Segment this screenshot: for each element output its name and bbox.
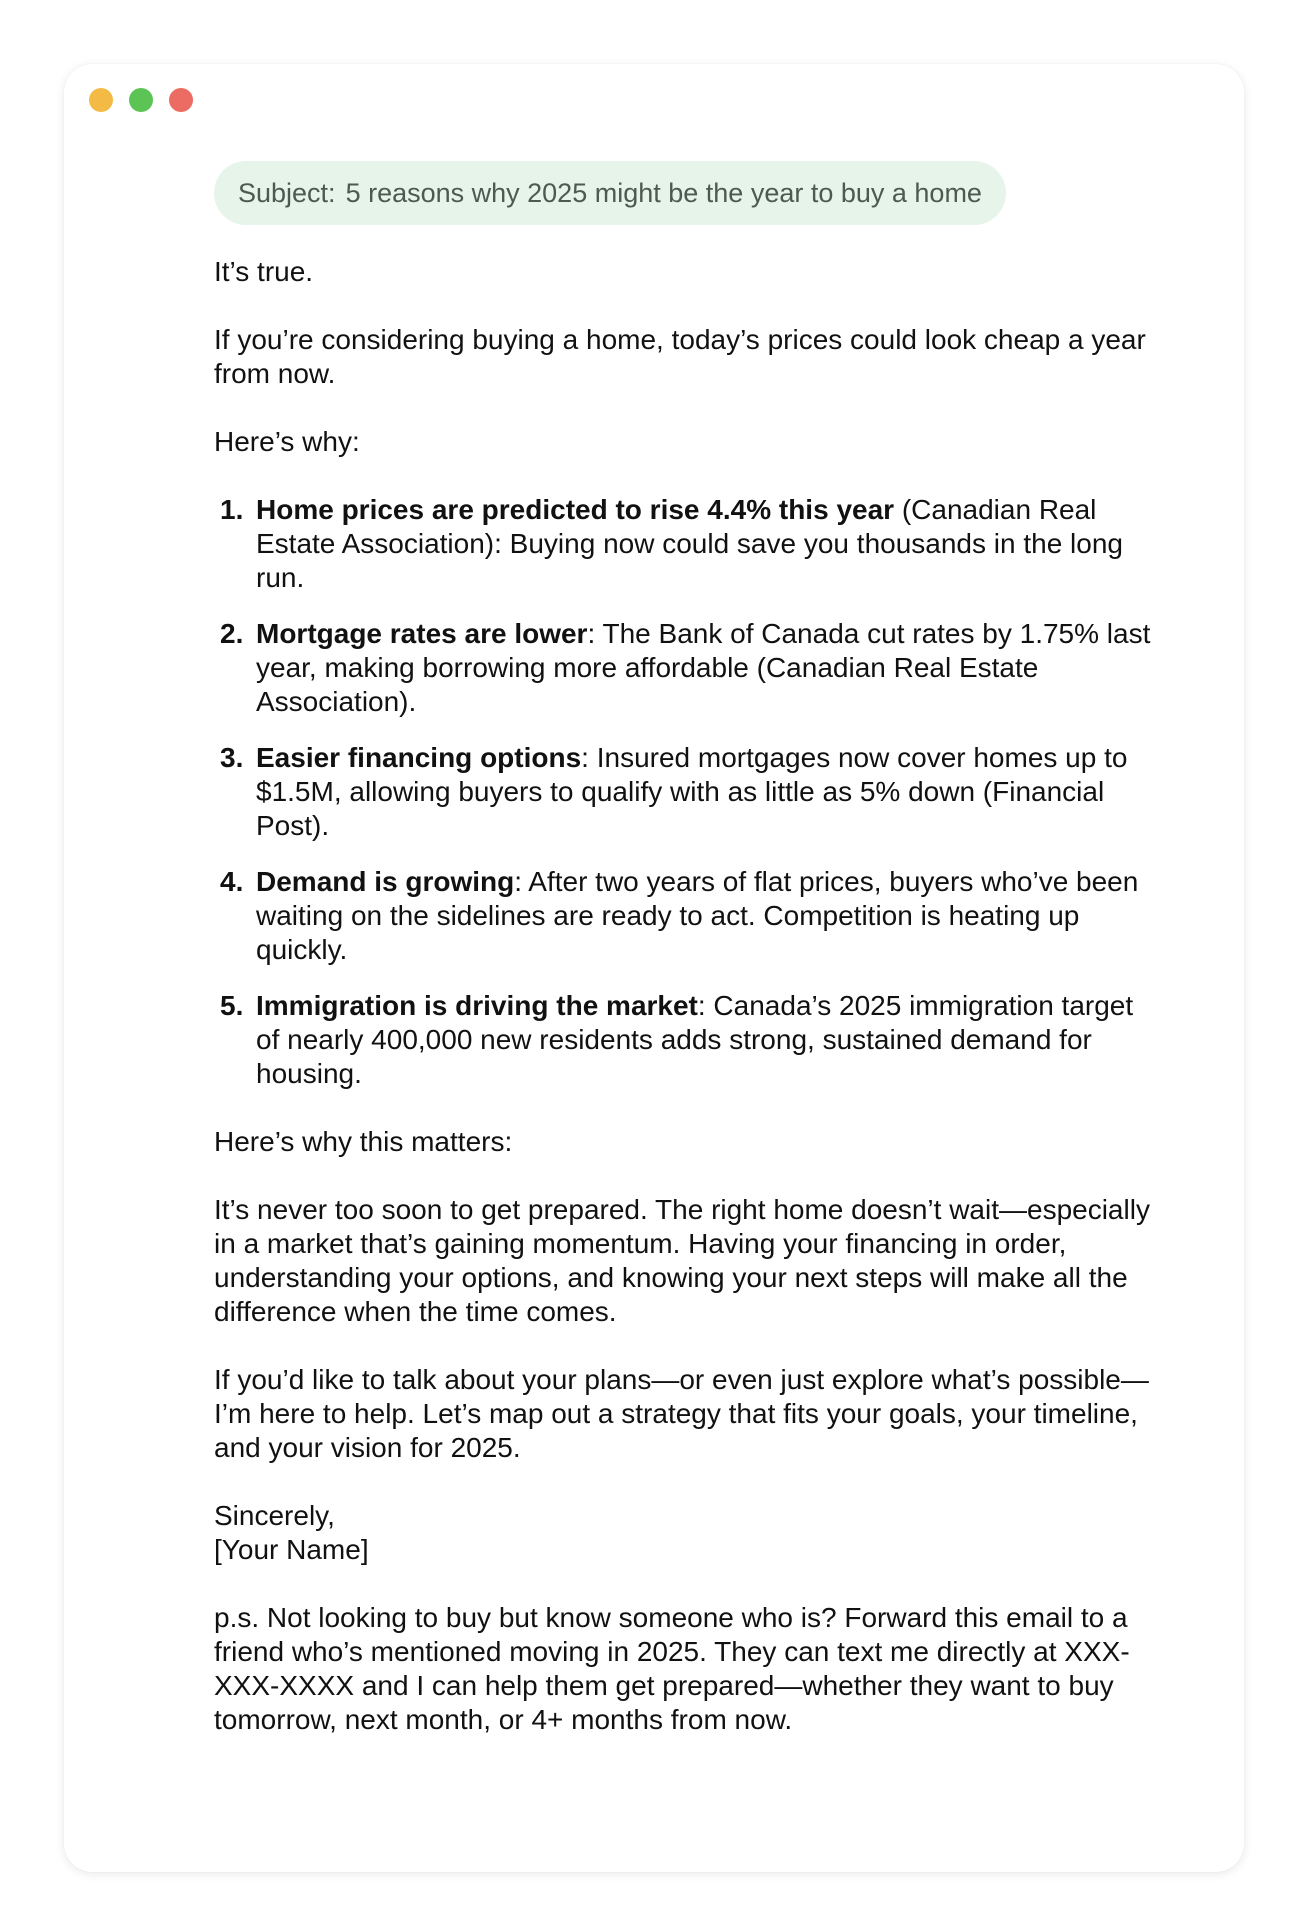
list-number: 3. [220, 742, 244, 773]
matters-paragraph: It’s never too soon to get prepared. The right home doesn’t wait—especially in a market that’s gaining momentum. Having your financing in order, understanding your options, and knowing your next steps will make all the difference when the time comes. [214, 1194, 1150, 1327]
email-window [64, 64, 1244, 1872]
reason-text: : The Bank of Canada cut rates by 1.75% last year, making borrowing more affordable (Canadian Real Estate Association). [256, 618, 1151, 717]
list-number: 1. [220, 494, 244, 525]
list-number: 2. [220, 618, 244, 649]
talk-paragraph: If you’d like to talk about your plans—or even just explore what’s possible—I’m here to help. Let’s map out a strategy that fits your goals, your timeline, and your vision for 2025. [214, 1364, 1149, 1463]
reason-heading: Immigration is driving the market [256, 990, 698, 1021]
minimize-window-button[interactable] [89, 88, 113, 112]
reason-text: : Canada’s 2025 immigration target of nearly 400,000 new residents adds strong, sustained demand for housing. [256, 990, 1134, 1089]
heres-why-line: Here’s why: [214, 426, 360, 457]
list-item [214, 617, 1164, 719]
email-body [214, 255, 1164, 1737]
intro-paragraph: If you’re considering buying a home, today’s prices could look cheap a year from now. [214, 324, 1146, 389]
list-number: 5. [220, 990, 244, 1021]
maximize-window-button[interactable] [129, 88, 153, 112]
reason-text: (Canadian Real Estate Association): Buying now could save you thousands in the long run. [256, 494, 1123, 593]
subject-text: 5 reasons why 2025 might be the year to buy a home [345, 178, 982, 208]
email-content [214, 161, 1164, 1737]
signature: [Your Name] [214, 1534, 369, 1565]
list-number: 4. [220, 866, 244, 897]
reason-heading: Mortgage rates are lower [256, 618, 588, 649]
postscript: p.s. Not looking to buy but know someone who is? Forward this email to a friend who’s mentioned moving in 2025. They can text me directly at XXX-XXX-XXXX and I can help them get prepared—whether they want to buy tomorrow, next month, or 4+ months from now. [214, 1602, 1130, 1735]
signoff-text: Sincerely, [214, 1500, 335, 1531]
list-item [214, 741, 1164, 843]
matters-heading: Here’s why this matters: [214, 1126, 513, 1157]
subject-line [214, 161, 1006, 225]
reason-heading: Home prices are predicted to rise 4.4% this year [256, 494, 895, 525]
opening-line: It’s true. [214, 256, 314, 287]
subject-label: Subject: [238, 178, 336, 208]
reason-text: : Insured mortgages now cover homes up to $1.5M, allowing buyers to qualify with as little as 5% down (Financial Post). [256, 742, 1128, 841]
close-window-button[interactable] [169, 88, 193, 112]
list-item [214, 493, 1164, 595]
reason-heading: Easier financing options [256, 742, 582, 773]
list-item [214, 865, 1164, 967]
signoff [214, 1499, 1164, 1567]
reasons-list [214, 493, 1164, 1091]
reason-text: : After two years of flat prices, buyers who’ve been waiting on the sidelines are ready to act. Competition is heating up quickly. [256, 866, 1139, 965]
list-item [214, 989, 1164, 1091]
reason-heading: Demand is growing [256, 866, 515, 897]
